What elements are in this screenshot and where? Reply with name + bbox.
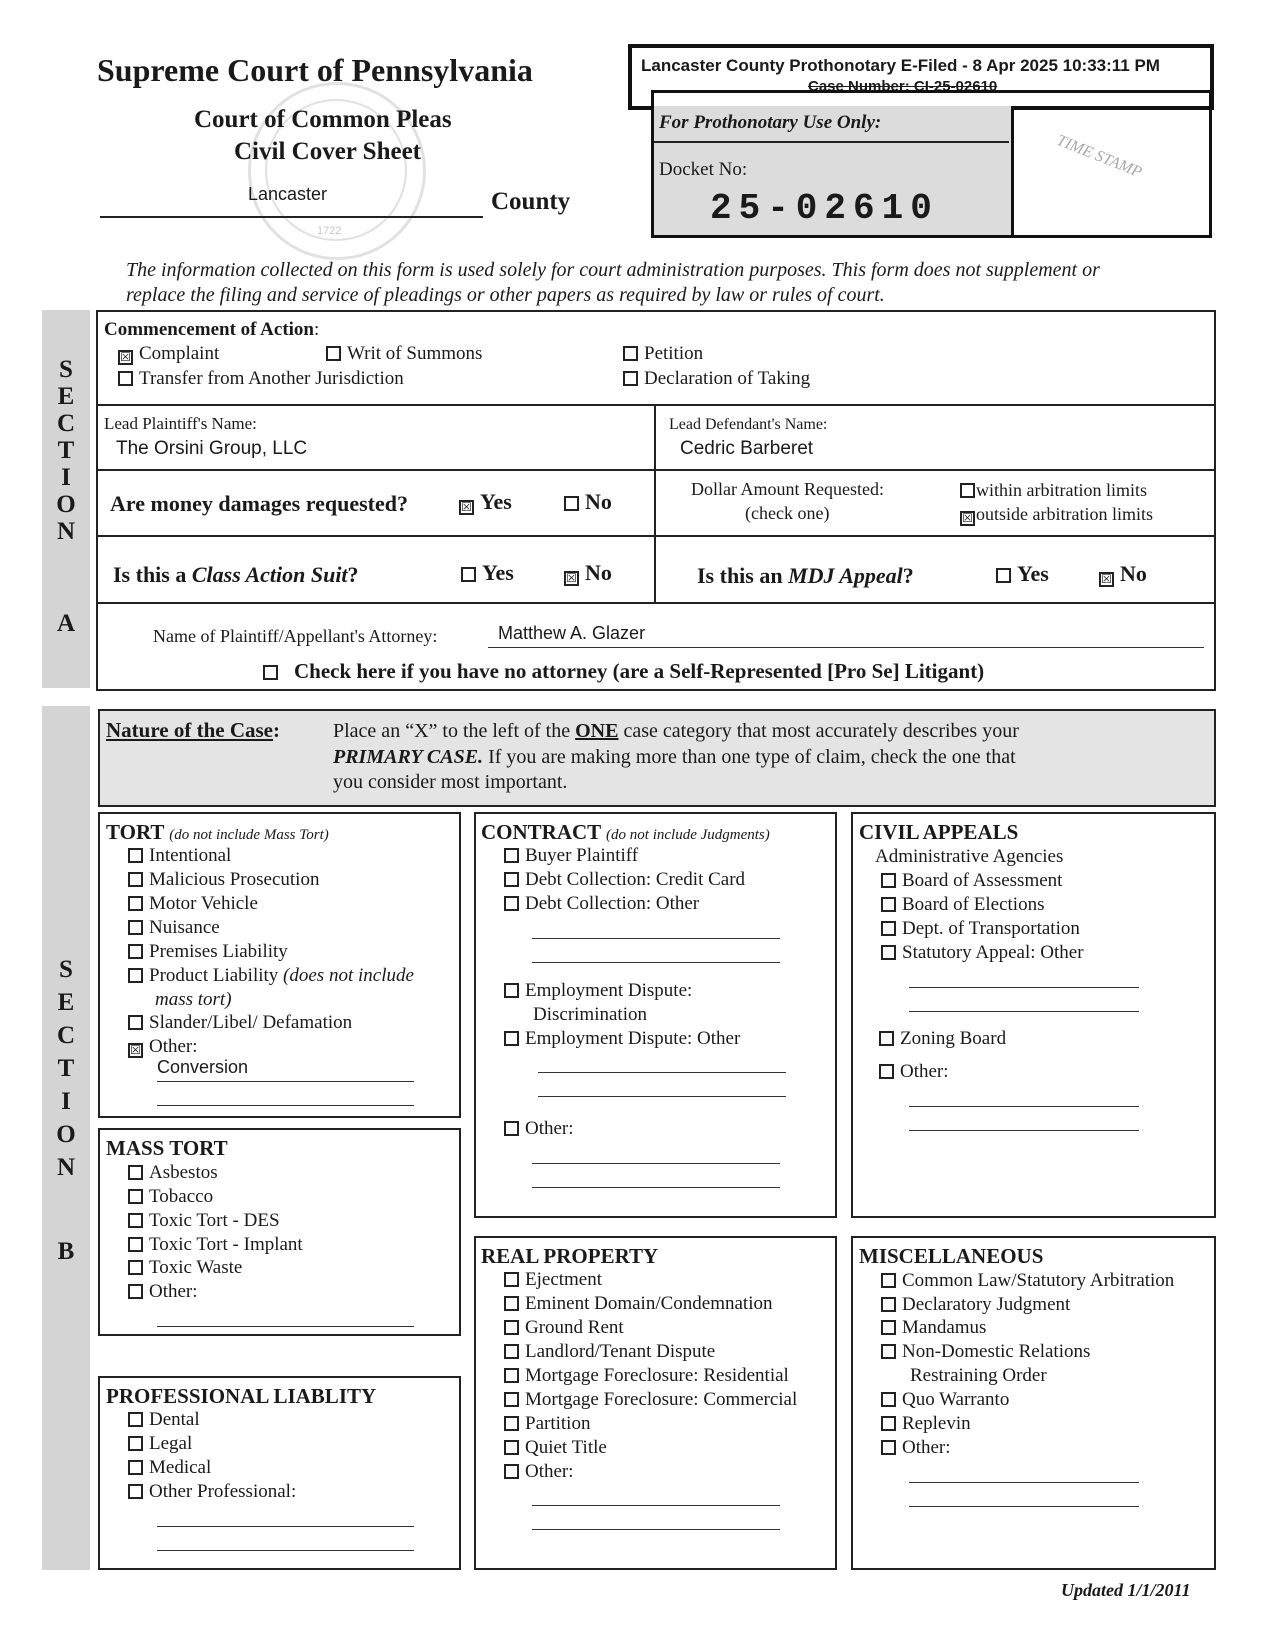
option-label: Asbestos <box>149 1162 218 1183</box>
tort-other-option[interactable] <box>128 1037 198 1058</box>
mdj-no-option[interactable] <box>1099 561 1147 587</box>
checkbox[interactable] <box>128 1484 143 1499</box>
outside-limits-option[interactable] <box>960 504 1153 526</box>
option-label: Product Liability <box>149 965 279 986</box>
damages-no-option[interactable] <box>564 489 612 514</box>
tort-option[interactable] <box>128 942 288 962</box>
option-label: Other: <box>149 1281 198 1302</box>
checkbox[interactable] <box>504 1368 519 1383</box>
option-label: Legal <box>149 1433 193 1454</box>
section-a-letter: A <box>56 610 76 637</box>
tort-option[interactable] <box>128 966 414 986</box>
checkbox[interactable] <box>504 896 519 911</box>
contract-option[interactable] <box>504 1029 740 1049</box>
option-label: Mortgage Foreclosure: Commercial <box>525 1389 798 1410</box>
damages-yes-checkbox[interactable]: ☒ <box>459 500 474 515</box>
checkbox[interactable] <box>128 1412 143 1427</box>
checkbox[interactable] <box>504 1320 519 1335</box>
section-b-letter: C <box>56 1022 76 1049</box>
complaint-checkbox[interactable]: ☒ <box>118 350 133 365</box>
checkbox[interactable] <box>128 968 143 983</box>
checkbox[interactable] <box>881 897 896 912</box>
section-b-letter: T <box>57 1055 75 1082</box>
option-label: Debt Collection: Other <box>525 893 700 914</box>
dollar-amount-label: Dollar Amount Requested: <box>691 479 884 499</box>
option-label: Non-Domestic Relations <box>902 1341 1091 1362</box>
court-subtitle: Court of Common Pleas <box>194 106 452 133</box>
blank-line <box>909 987 1139 988</box>
checkbox[interactable] <box>128 1237 143 1252</box>
checkbox[interactable] <box>504 1464 519 1479</box>
within-limits-checkbox[interactable] <box>960 483 975 498</box>
blank-line <box>532 1505 780 1506</box>
mdj-yes-checkbox[interactable] <box>996 568 1011 583</box>
complaint-option[interactable] <box>118 344 219 365</box>
writ-of-summons-option[interactable] <box>326 344 482 364</box>
option-label: Partition <box>525 1413 591 1434</box>
contract-note: (do not include Judgments) <box>606 827 770 843</box>
contract-option[interactable] <box>504 1119 574 1139</box>
within-limits-option[interactable] <box>960 480 1147 500</box>
civil-appeals-option[interactable] <box>881 919 1080 939</box>
mdj-q-pre: Is this an <box>697 563 789 588</box>
class-no-checkbox[interactable]: ☒ <box>564 571 579 586</box>
mass-tort-option[interactable] <box>128 1282 198 1302</box>
checkbox[interactable] <box>128 1015 143 1030</box>
blank-line <box>909 1506 1139 1507</box>
page-title: Supreme Court of Pennsylvania <box>97 52 533 88</box>
nature-label: Nature of the Case: <box>106 718 280 742</box>
class-q-pre: Is this a <box>113 562 192 587</box>
option-label: Intentional <box>149 845 232 866</box>
complaint-label: Complaint <box>139 343 220 364</box>
mass-tort-option[interactable] <box>128 1235 303 1255</box>
blank-line <box>532 1163 780 1164</box>
option-label: Other Professional: <box>149 1481 297 1502</box>
mdj-yes-label: Yes <box>1017 561 1049 586</box>
blank-line <box>532 962 780 963</box>
tort-option[interactable] <box>128 846 231 866</box>
form-subtitle: Civil Cover Sheet <box>234 138 422 165</box>
checkbox[interactable] <box>881 1416 896 1431</box>
checkbox[interactable] <box>504 1121 519 1136</box>
outside-limits-checkbox[interactable]: ☒ <box>960 511 975 526</box>
county-line <box>100 216 483 218</box>
blank-line <box>532 938 780 939</box>
blank-line <box>909 1106 1139 1107</box>
option-label: Mortgage Foreclosure: Residential <box>525 1365 789 1386</box>
county-label: County <box>491 188 571 215</box>
col-divider <box>654 404 656 602</box>
transfer-option[interactable] <box>118 369 404 389</box>
real-property-option[interactable] <box>504 1438 607 1458</box>
checkbox[interactable] <box>504 1296 519 1311</box>
nature-line3: you consider most important. <box>333 771 568 793</box>
section-b-letter: N <box>56 1154 76 1181</box>
option-label: Malicious Prosecution <box>149 869 320 890</box>
option-label: Eminent Domain/Condemnation <box>525 1293 773 1314</box>
docket-number: 25-02610 <box>710 188 939 229</box>
plaintiff-label: Lead Plaintiff's Name: <box>104 414 257 433</box>
checkbox[interactable] <box>128 1189 143 1204</box>
checkbox[interactable] <box>128 1213 143 1228</box>
misc-option[interactable] <box>881 1342 1090 1362</box>
petition-label: Petition <box>644 343 704 364</box>
real-property-option[interactable] <box>504 1342 715 1362</box>
nature-label-text: Nature of the Case <box>106 718 273 742</box>
checkbox[interactable] <box>128 1460 143 1475</box>
class-yes-option[interactable] <box>461 560 514 585</box>
civil-appeals-title: CIVIL APPEALS <box>859 820 1019 844</box>
dollar-check-one: (check one) <box>745 503 830 523</box>
checkbox[interactable] <box>881 1320 896 1335</box>
time-stamp-label: TIME STAMP <box>1054 131 1145 182</box>
option-label: Ejectment <box>525 1269 603 1290</box>
checkbox[interactable] <box>128 920 143 935</box>
tort-option[interactable] <box>128 894 258 914</box>
option-label: Zoning Board <box>900 1028 1007 1049</box>
section-a-letter: T <box>57 437 75 464</box>
checkbox[interactable] <box>128 1436 143 1451</box>
attorney-name[interactable]: Matthew A. Glazer <box>498 623 646 643</box>
option-label: Slander/Libel/ Defamation <box>149 1012 353 1033</box>
blank-line <box>909 1011 1139 1012</box>
blank-line <box>909 1482 1139 1483</box>
option-label: Other: <box>525 1118 574 1139</box>
section-a-letter: I <box>61 464 71 491</box>
case-number: Case Number: CI-25-02610 <box>808 78 998 95</box>
petition-option[interactable] <box>623 344 703 364</box>
option-note: (does not include <box>283 965 414 986</box>
misc-option[interactable] <box>881 1318 986 1338</box>
class-no-label: No <box>585 560 612 585</box>
option-label: Other: <box>902 1437 951 1458</box>
option-label: Other: <box>525 1461 574 1482</box>
blank-line <box>532 1187 780 1188</box>
blank-line <box>538 1072 786 1073</box>
mdj-yes-option[interactable] <box>996 561 1049 586</box>
nature-text: case category that most accurately describes your <box>618 720 1019 742</box>
section-b-letter: B <box>57 1238 75 1265</box>
checkbox[interactable] <box>128 848 143 863</box>
section-b-letter: I <box>61 1088 71 1115</box>
checkbox[interactable] <box>504 1416 519 1431</box>
checkbox[interactable] <box>881 1344 896 1359</box>
petition-checkbox[interactable] <box>623 346 638 361</box>
tort-title-text: TORT <box>106 820 165 844</box>
blank-line <box>909 1130 1139 1131</box>
tort-other-value[interactable]: Conversion <box>157 1057 249 1077</box>
checkbox[interactable] <box>881 1273 896 1288</box>
professional-option[interactable] <box>128 1458 211 1478</box>
writ-label: Writ of Summons <box>347 343 483 364</box>
contract-option[interactable] <box>504 981 692 1001</box>
declaration-label: Declaration of Taking <box>644 368 811 389</box>
damages-yes-label: Yes <box>480 489 512 514</box>
mdj-q-post: ? <box>902 563 914 588</box>
commencement-label: Commencement of Action: <box>104 319 320 340</box>
section-b-letter: O <box>56 1121 76 1148</box>
tort-title <box>106 820 329 845</box>
attorney-line <box>488 647 1204 648</box>
checkbox[interactable] <box>128 944 143 959</box>
row-divider <box>96 469 1216 471</box>
checkbox[interactable] <box>881 873 896 888</box>
mdj-no-checkbox[interactable]: ☒ <box>1099 572 1114 587</box>
real-property-option[interactable] <box>504 1462 574 1482</box>
option-label: Statutory Appeal: Other <box>902 942 1084 963</box>
checkbox[interactable] <box>504 848 519 863</box>
writ-checkbox[interactable] <box>326 346 341 361</box>
professional-title: PROFESSIONAL LIABLITY <box>106 1384 377 1408</box>
option-label: Dept. of Transportation <box>902 918 1080 939</box>
docket-label: Docket No: <box>659 159 748 180</box>
checkbox[interactable] <box>504 1440 519 1455</box>
tort-option[interactable] <box>128 1013 352 1033</box>
section-a-letter: C <box>56 410 76 437</box>
tort-option[interactable] <box>128 870 319 890</box>
option-label: Common Law/Statutory Arbitration <box>902 1270 1175 1291</box>
damages-question: Are money damages requested? <box>110 491 408 516</box>
misc-option[interactable] <box>881 1390 1009 1410</box>
option-label: Medical <box>149 1457 212 1478</box>
seal-year: 1722 <box>317 225 342 237</box>
blank-line <box>157 1526 414 1527</box>
civil-appeals-option[interactable] <box>881 871 1062 891</box>
professional-option[interactable] <box>128 1434 192 1454</box>
damages-no-checkbox[interactable] <box>564 496 579 511</box>
section-b-letter: E <box>57 989 75 1016</box>
defendant-label: Lead Defendant's Name: <box>669 416 828 433</box>
option-label: Dental <box>149 1409 200 1430</box>
checkbox[interactable] <box>881 1297 896 1312</box>
option-label: Toxic Waste <box>149 1257 243 1278</box>
checkbox[interactable] <box>128 1165 143 1180</box>
class-yes-checkbox[interactable] <box>461 567 476 582</box>
attorney-label: Name of Plaintiff/Appellant's Attorney: <box>153 626 438 646</box>
prothonotary-split <box>1011 106 1014 236</box>
outside-limits-label: outside arbitration limits <box>976 504 1153 524</box>
blank-line <box>538 1096 786 1097</box>
checkbox[interactable] <box>504 1272 519 1287</box>
defendant-name[interactable]: Cedric Barberet <box>680 438 814 459</box>
miscellaneous-title: MISCELLANEOUS <box>859 1244 1044 1268</box>
checkbox[interactable] <box>504 983 519 998</box>
option-label: Toxic Tort - DES <box>149 1210 280 1231</box>
checkbox[interactable] <box>128 1260 143 1275</box>
option-label: Landlord/Tenant Dispute <box>525 1341 716 1362</box>
option-label: Other: <box>149 1036 198 1057</box>
misc-option[interactable] <box>881 1438 951 1458</box>
section-a-letter: N <box>56 518 76 545</box>
within-limits-label: within arbitration limits <box>976 480 1147 500</box>
checkbox[interactable] <box>128 872 143 887</box>
option-label: Board of Elections <box>902 894 1045 915</box>
option-label: Nuisance <box>149 917 220 938</box>
checkbox[interactable] <box>879 1031 894 1046</box>
real-property-option[interactable] <box>504 1390 797 1410</box>
nature-one: ONE <box>575 720 619 742</box>
option-label: Replevin <box>902 1413 971 1434</box>
option-label: Other: <box>900 1061 949 1082</box>
checkbox[interactable]: ☒ <box>128 1043 143 1058</box>
section-b-sidebar <box>42 706 90 1570</box>
contract-option-line2: Discrimination <box>533 1004 647 1025</box>
damages-yes-option[interactable] <box>459 489 512 515</box>
option-label: Buyer Plaintiff <box>525 845 639 866</box>
mass-tort-option[interactable] <box>128 1163 218 1183</box>
civil-appeals-option[interactable] <box>881 895 1044 915</box>
option-label: Mandamus <box>902 1317 987 1338</box>
section-a-sidebar <box>42 310 90 688</box>
row-divider <box>96 602 1216 604</box>
contract-title-text: CONTRACT <box>481 820 601 844</box>
damages-no-label: No <box>585 489 612 514</box>
civil-appeals-subtitle: Administrative Agencies <box>875 846 1064 867</box>
option-label: Ground Rent <box>525 1317 624 1338</box>
row-divider <box>96 404 1216 406</box>
mdj-appeal-question <box>697 563 914 589</box>
blank-line <box>157 1550 414 1551</box>
option-label: Tobacco <box>149 1186 214 1207</box>
option-label: Employment Dispute: Other <box>525 1028 741 1049</box>
misc-option[interactable] <box>881 1295 1070 1315</box>
real-property-option[interactable] <box>504 1318 624 1338</box>
checkbox[interactable] <box>504 1392 519 1407</box>
mass-tort-option[interactable] <box>128 1258 242 1278</box>
checkbox[interactable] <box>128 896 143 911</box>
transfer-label: Transfer from Another Jurisdiction <box>139 368 404 389</box>
blank-line <box>157 1105 414 1106</box>
professional-option[interactable] <box>128 1482 296 1502</box>
pro-se-checkbox[interactable] <box>263 665 278 680</box>
mdj-no-label: No <box>1120 561 1147 586</box>
option-label: Motor Vehicle <box>149 893 258 914</box>
contract-title <box>481 820 770 845</box>
civil-appeals-option[interactable] <box>879 1062 949 1082</box>
contract-option[interactable] <box>504 894 699 914</box>
checkbox[interactable] <box>128 1284 143 1299</box>
section-a-letter: E <box>57 383 75 410</box>
pro-se-label: Check here if you have no attorney (are a Self-Represented [Pro Se] Litigant) <box>294 659 985 683</box>
option-label: Declaratory Judgment <box>902 1294 1071 1315</box>
checkbox[interactable] <box>881 945 896 960</box>
misc-option[interactable] <box>881 1271 1174 1291</box>
checkbox[interactable] <box>881 1392 896 1407</box>
option-label: Quo Warranto <box>902 1389 1010 1410</box>
class-no-option[interactable] <box>564 560 612 586</box>
transfer-checkbox[interactable] <box>118 371 133 386</box>
class-q-em: Class Action Suit <box>191 562 348 587</box>
nature-text: Place an “X” to the left of the <box>333 720 576 742</box>
prothonotary-divider <box>654 141 1009 143</box>
checkbox[interactable] <box>504 1344 519 1359</box>
professional-option[interactable] <box>128 1410 200 1430</box>
pro-se-option[interactable] <box>263 661 984 681</box>
mass-tort-option[interactable] <box>128 1211 280 1231</box>
real-property-option[interactable] <box>504 1294 773 1314</box>
declaration-checkbox[interactable] <box>623 371 638 386</box>
section-a-letter: O <box>56 491 76 518</box>
misc-option-line2: Restraining Order <box>910 1365 1047 1386</box>
efile-stamp-text: Lancaster County Prothonotary E-Filed - 8 Apr 2025 10:33:11 PM <box>641 56 1160 75</box>
option-label: Debt Collection: Credit Card <box>525 869 746 890</box>
nature-line2 <box>333 746 1016 769</box>
contract-option[interactable] <box>504 870 745 890</box>
class-yes-label: Yes <box>482 560 514 585</box>
nature-text: If you are making more than one type of claim, check the one that <box>483 746 1016 768</box>
row-divider <box>96 535 1216 537</box>
civil-appeals-option[interactable] <box>879 1029 1006 1049</box>
checkbox[interactable] <box>504 1031 519 1046</box>
blank-line <box>532 1529 780 1530</box>
section-b-letter: S <box>59 956 73 983</box>
real-property-option[interactable] <box>504 1414 590 1434</box>
nature-line1 <box>333 720 1019 743</box>
option-label: Board of Assessment <box>902 870 1063 891</box>
civil-appeals-option[interactable] <box>881 943 1084 963</box>
checkbox[interactable] <box>881 1440 896 1455</box>
class-q-post: ? <box>347 562 359 587</box>
declaration-option[interactable] <box>623 369 810 389</box>
real-property-option[interactable] <box>504 1270 602 1290</box>
prothonotary-label: For Prothonotary Use Only: <box>659 112 882 133</box>
contract-option[interactable] <box>504 846 638 866</box>
real-property-title: REAL PROPERTY <box>481 1244 659 1268</box>
plaintiff-name[interactable]: The Orsini Group, LLC <box>116 438 308 459</box>
tort-option-note: mass tort) <box>155 989 232 1010</box>
updated-date: Updated 1/1/2011 <box>1061 1580 1191 1600</box>
section-a-letter: S <box>59 356 73 383</box>
misc-option[interactable] <box>881 1414 971 1434</box>
tort-option[interactable] <box>128 918 220 938</box>
county-value: Lancaster <box>248 184 328 204</box>
option-label: Employment Dispute: <box>525 980 693 1001</box>
class-action-question <box>113 562 359 588</box>
commencement-label-text: Commencement of Action <box>104 319 315 340</box>
real-property-option[interactable] <box>504 1366 789 1386</box>
option-label: Quiet Title <box>525 1437 607 1458</box>
blank-line <box>157 1081 414 1082</box>
nature-primary: PRIMARY CASE. <box>333 746 484 768</box>
intro-text: The information collected on this form is used solely for court administration purposes. This form does not supplement or replace the filing and service of pleadings or other papers as required by law or rules of court. <box>126 259 1100 306</box>
mass-tort-option[interactable] <box>128 1187 213 1207</box>
checkbox[interactable] <box>879 1064 894 1079</box>
checkbox[interactable] <box>881 921 896 936</box>
option-label: Toxic Tort - Implant <box>149 1234 303 1255</box>
blank-line <box>157 1326 414 1327</box>
mass-tort-title: MASS TORT <box>106 1136 228 1160</box>
tort-note: (do not include Mass Tort) <box>169 827 329 843</box>
mdj-q-em: MDJ Appeal <box>788 563 903 588</box>
option-label: Premises Liability <box>149 941 288 962</box>
checkbox[interactable] <box>504 872 519 887</box>
